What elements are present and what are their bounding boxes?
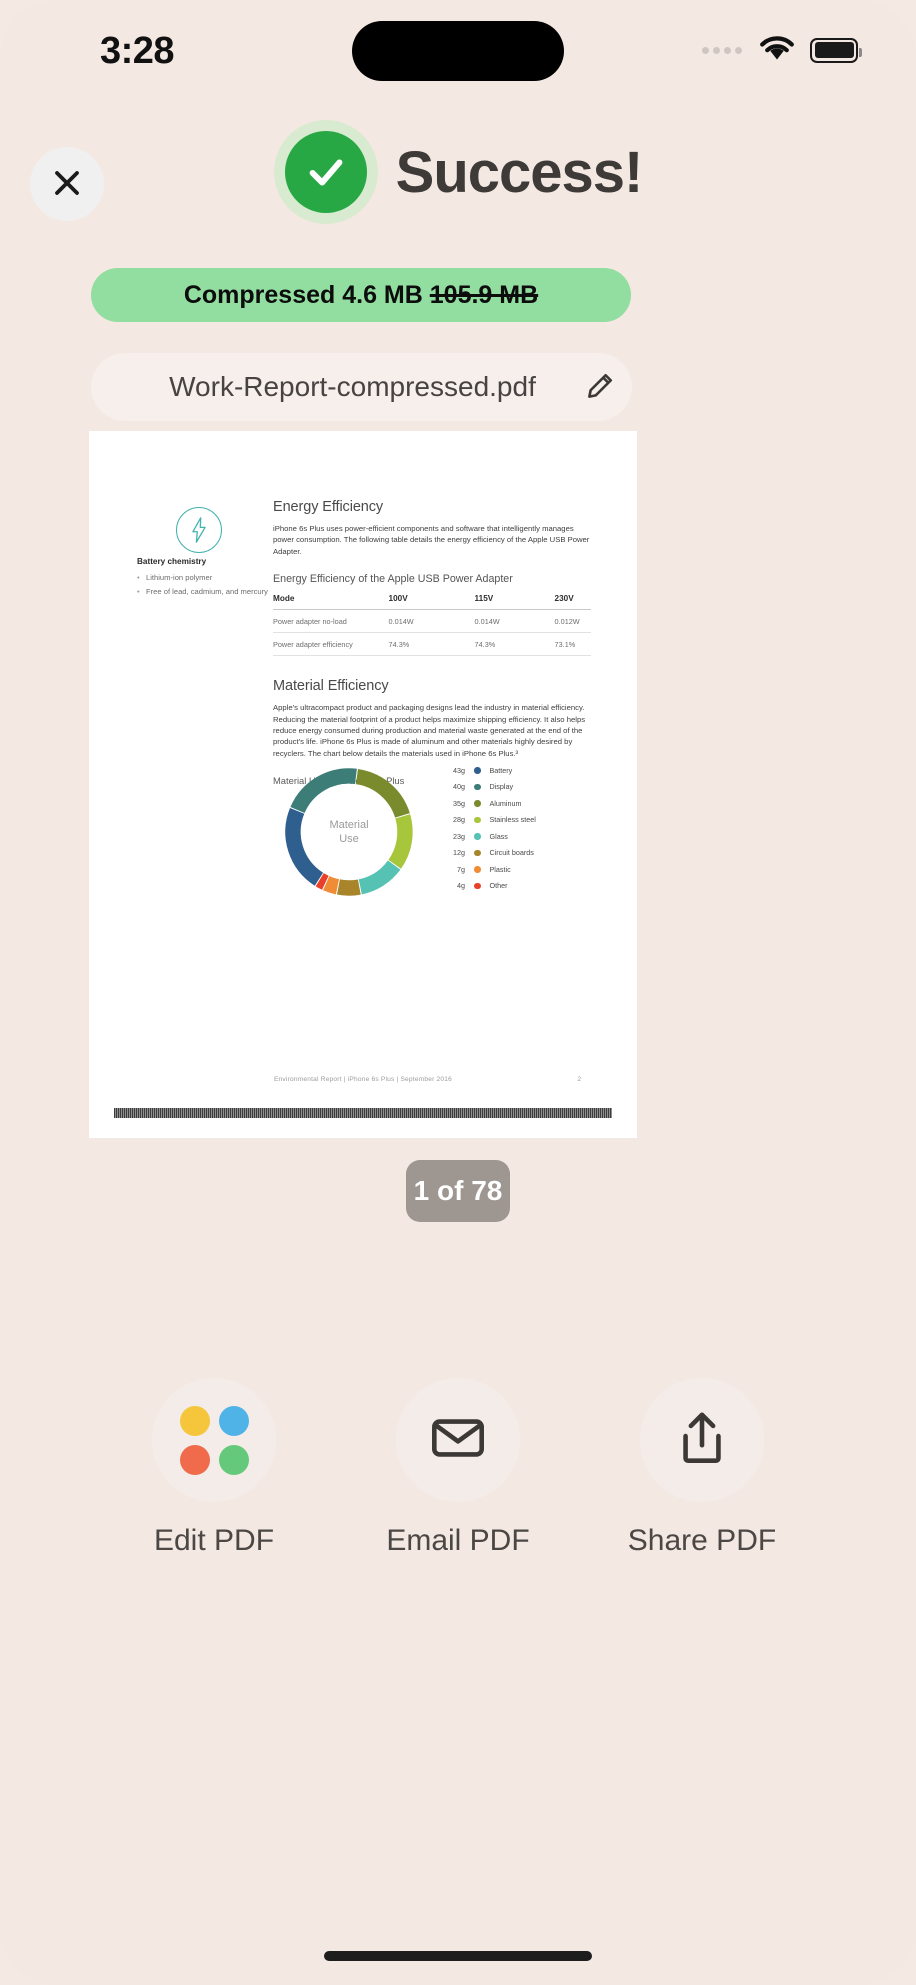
battery-chemistry-heading: Battery chemistry <box>137 557 207 566</box>
success-header <box>0 120 916 224</box>
status-bar <box>0 0 916 118</box>
list-item: • Free of lead, cadmium, and mercury <box>137 585 268 599</box>
pdf-footer: Environmental Report | iPhone 6s Plus | September 2016 <box>273 1076 453 1083</box>
table-heading: Energy Efficiency of the Apple USB Power Adapter <box>273 573 513 586</box>
legend-label: Other <box>489 881 508 891</box>
legend-item <box>439 779 536 796</box>
energy-table <box>273 594 591 656</box>
legend-swatch <box>474 866 481 873</box>
legend-swatch <box>474 767 481 774</box>
share-icon <box>673 1409 731 1472</box>
compressed-size-label: Compressed 4.6 MB <box>183 280 423 309</box>
table-row <box>273 610 591 633</box>
share-pdf-label: Share PDF <box>627 1524 777 1557</box>
chart-legend <box>439 762 536 894</box>
cell: 73.1% <box>555 633 591 656</box>
action-bar <box>0 1378 916 1558</box>
pdf-body-column <box>273 499 591 786</box>
legend-label: Circuit boards <box>489 848 534 858</box>
table-header-row <box>273 594 591 610</box>
battery-icon <box>810 38 858 63</box>
legend-value: 28g <box>453 815 465 825</box>
legend-item <box>439 845 536 862</box>
legend-label: Aluminum <box>489 798 522 808</box>
donut-center-label <box>279 762 419 902</box>
pdf-preview[interactable] <box>89 431 637 1138</box>
legend-swatch <box>474 817 481 824</box>
legend-label: Battery <box>489 765 513 775</box>
cell: 74.3% <box>475 633 555 656</box>
cell: Power adapter no-load <box>273 610 389 633</box>
table-col-230v: 230V <box>555 594 591 610</box>
legend-item <box>439 812 536 829</box>
legend-swatch <box>474 800 481 807</box>
pdf-dark-band <box>114 1108 612 1118</box>
status-time: 3:28 <box>100 30 175 72</box>
legend-item <box>439 861 536 878</box>
table-row <box>273 633 591 656</box>
share-pdf-button[interactable] <box>622 1378 782 1558</box>
legend-value: 35g <box>453 798 465 808</box>
donut-center-line2: Use <box>339 833 359 845</box>
chart-heading: Material Use for iPhone 6s Plus <box>273 775 405 787</box>
legend-swatch <box>474 883 481 890</box>
edit-pdf-button[interactable] <box>134 1378 294 1558</box>
pencil-icon <box>585 371 615 404</box>
filename-field[interactable] <box>91 353 632 421</box>
legend-item <box>439 762 536 779</box>
material-use-chart <box>273 756 593 906</box>
battery-chemistry-list <box>137 571 268 599</box>
cell: 74.3% <box>389 633 475 656</box>
energy-efficiency-heading: Energy Efficiency <box>273 499 384 515</box>
dynamic-island <box>352 21 564 81</box>
email-pdf-button[interactable] <box>378 1378 538 1558</box>
legend-swatch <box>474 850 481 857</box>
legend-item <box>439 878 536 895</box>
page-counter: 1 of 78 <box>406 1160 510 1222</box>
envelope-icon <box>429 1409 487 1472</box>
email-pdf-icon-wrap <box>396 1378 520 1502</box>
table-col-100v: 100V <box>389 594 475 610</box>
material-efficiency-heading: Material Efficiency <box>273 678 389 695</box>
filename-text[interactable]: Work-Report-compressed.pdf <box>169 371 536 402</box>
energy-efficiency-paragraph: iPhone 6s Plus uses power-efficient components and software that intelligently manages power consumption. The following table details the energy efficiency of the Apple USB Power Adapter. <box>273 524 590 556</box>
lightning-bolt-icon <box>176 507 222 553</box>
legend-swatch <box>474 833 481 840</box>
status-icons <box>702 33 858 67</box>
legend-value: 7g <box>457 864 465 874</box>
material-efficiency-paragraph: Apple's ultracompact product and packaging designs lead the industry in material efficiency. Reducing the material footprint of a product helps maximize shipping efficiency. It also helps reduce energy consumed during production and material waste generated at the end of the product's life. iPhone 6s Plus is made of aluminum and other materials highly desired by recyclers. The chart below details the materials used in iPhone 6s Plus.³ <box>273 703 586 758</box>
email-pdf-label: Email PDF <box>386 1524 530 1557</box>
page-title: Success! <box>395 139 643 205</box>
cell: Power adapter efficiency <box>273 633 389 656</box>
cell: 0.014W <box>389 610 475 633</box>
compression-banner <box>91 268 631 322</box>
edit-pdf-label: Edit PDF <box>153 1524 275 1557</box>
cell: 0.014W <box>475 610 555 633</box>
legend-value: 4g <box>457 881 465 891</box>
table-col-mode: Mode <box>273 594 389 610</box>
list-item: • Lithium-ion polymer <box>137 571 268 585</box>
check-icon <box>285 131 367 213</box>
edit-pdf-icon-wrap <box>152 1378 276 1502</box>
legend-item <box>439 828 536 845</box>
legend-label: Stainless steel <box>489 815 536 825</box>
donut-center-line1: Material <box>329 819 369 831</box>
legend-label: Glass <box>489 831 508 841</box>
legend-label: Plastic <box>489 864 511 874</box>
home-indicator <box>324 1951 592 1961</box>
signal-dots-icon <box>702 47 742 54</box>
original-size-label: 105.9 MB <box>429 280 539 309</box>
legend-value: 43g <box>453 765 465 775</box>
share-pdf-icon-wrap <box>640 1378 764 1502</box>
success-check-badge <box>274 120 378 224</box>
wifi-icon <box>757 33 797 67</box>
legend-value: 40g <box>453 782 465 792</box>
color-dots-icon <box>180 1406 249 1475</box>
legend-label: Display <box>489 782 514 792</box>
pdf-page-number: 2 <box>577 1076 581 1083</box>
legend-swatch <box>474 784 481 791</box>
legend-value: 12g <box>453 848 465 858</box>
rename-button[interactable] <box>568 371 632 404</box>
legend-value: 23g <box>453 831 465 841</box>
cell: 0.012W <box>555 610 591 633</box>
legend-item <box>439 795 536 812</box>
table-col-115v: 115V <box>475 594 555 610</box>
